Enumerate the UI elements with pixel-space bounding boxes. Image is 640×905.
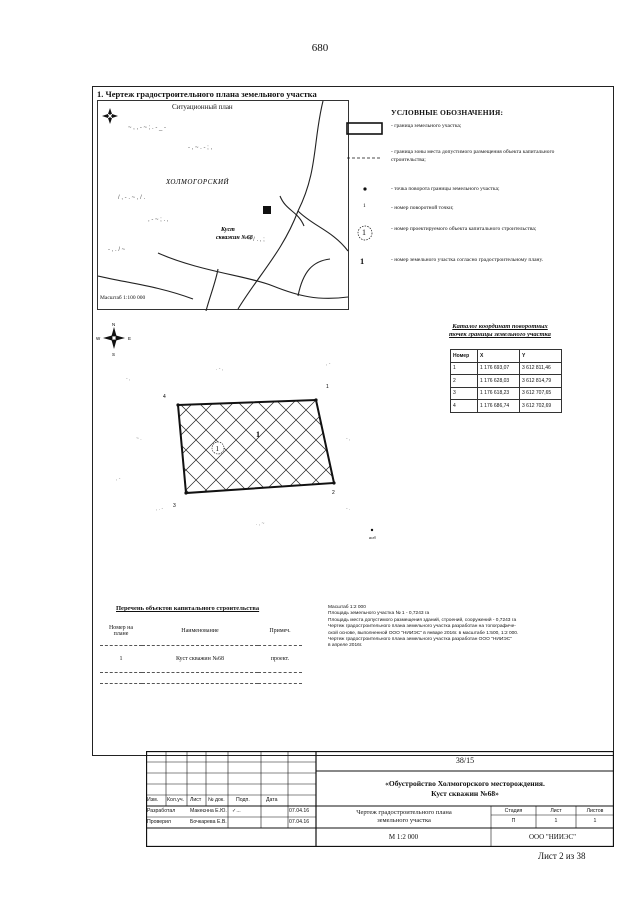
person-name: Бочкарева Е.В. — [190, 819, 227, 825]
col-header: Дата — [266, 796, 278, 803]
cell-y: 3 612 814,79 — [520, 375, 562, 388]
marker-point — [371, 529, 373, 531]
table-row — [100, 646, 302, 673]
cell-number: 3 — [451, 387, 478, 400]
compass-w: W — [96, 336, 101, 341]
legend-item: - граница земельного участка; — [391, 123, 462, 129]
turn-point — [314, 398, 317, 401]
column-header: Y — [520, 350, 562, 363]
sign-date: 07.04.16 — [289, 819, 310, 825]
svg-text:, -: , - — [116, 476, 121, 482]
svg-text:~ .: ~ . — [136, 436, 142, 442]
stamp-scale: М 1:2 000 — [388, 833, 419, 841]
note-line: Площадь места допустимого размещения зданий, строений, сооружений - 0,7243 га — [328, 617, 517, 623]
road-line — [158, 253, 348, 298]
catalog-title — [400, 323, 600, 339]
object-number-glyph: 1 — [362, 228, 366, 237]
situation-plan — [97, 100, 349, 310]
cell-number: 1 — [100, 646, 142, 673]
sheet-header: Лист — [550, 808, 562, 814]
table-row — [451, 375, 562, 388]
stamp-project — [316, 779, 614, 799]
project-line: Куст скважин №68» — [431, 789, 499, 798]
road-line — [280, 196, 304, 226]
svg-text:- , . / ~: - , . / ~ — [108, 247, 126, 253]
point-label: 1 — [326, 384, 329, 390]
col-header: № док. — [208, 796, 225, 803]
catalog-title-line1: Каталог координат поворотных — [452, 323, 548, 330]
column-header: Наименование — [142, 617, 258, 646]
catalog-title-line2: точек границы земельного участка — [449, 331, 551, 338]
cell-y: 3 612 702,69 — [520, 400, 562, 413]
compass-n: N — [112, 322, 116, 327]
note-line: Чертеж градостроительного плана земельного участка разработан на топографиче- — [328, 624, 516, 630]
stage-header: Стадия — [504, 808, 523, 814]
column-header: Номер — [451, 350, 478, 363]
parcel-boundary — [178, 400, 334, 493]
column-header: X — [478, 350, 520, 363]
table-row — [451, 400, 562, 413]
road-line — [238, 101, 323, 309]
person-name: Макеєнна Е.Ю. — [190, 808, 227, 814]
legend-item: - граница зоны места допустимого размещения объекта капитального строительства; — [391, 149, 555, 163]
cell-x: 1 176 686,74 — [478, 400, 520, 413]
point-label: 3 — [173, 503, 176, 509]
legend-item: - номер земельного участка согласно градостроительному плану. — [391, 257, 544, 263]
turn-point — [176, 403, 179, 406]
col-header: Кол.уч. — [167, 796, 184, 803]
coordinates-table — [450, 349, 562, 413]
svg-text:. , ~: . , ~ — [256, 521, 265, 527]
svg-text:, . -: , . - — [156, 506, 164, 512]
table-header-row — [100, 617, 302, 646]
note-line: Площадь земельного участка № 1 - 0,7243 га — [328, 611, 430, 617]
svg-text:- ,: - , — [346, 436, 351, 442]
svg-text:~ , , - ~ ; . - _ -: ~ , , - ~ ; . - _ - — [128, 125, 167, 131]
cell-y: 3 612 707,65 — [520, 387, 562, 400]
drawing-title: 1. Чертеж градостроительного плана земельного участка — [97, 89, 317, 99]
project-line: «Обустройство Холмогорского месторождения. — [385, 779, 545, 788]
svg-text:, -: , - — [326, 361, 331, 367]
road-line — [298, 211, 348, 251]
parcel-plan — [96, 340, 396, 560]
turn-point — [332, 481, 335, 484]
svg-text:/ , - . ~ , / .: / , - . ~ , / . — [118, 195, 146, 201]
turn-point — [184, 491, 187, 494]
turn-point-number-symbol: 1 — [363, 203, 366, 209]
svg-text:~ / . , ;: ~ / . , ; — [248, 237, 265, 243]
place-label: ХОЛМОГОРСКИЙ — [166, 178, 230, 186]
note-line: Масштаб 1:2 000 — [328, 605, 366, 610]
svg-text:- ,: - , — [126, 376, 131, 382]
col-header: Подп. — [236, 796, 250, 803]
stamp-org: ООО "НИИЭС" — [528, 833, 577, 841]
sign-date: 07.04.16 — [289, 808, 310, 814]
cell-note: проект. — [258, 646, 302, 673]
cell-x: 1 176 618,23 — [478, 387, 520, 400]
parcel-number: 1 — [256, 430, 260, 439]
legend-item: - номер поворотной точки; — [391, 205, 454, 211]
road-line — [206, 269, 218, 311]
notes-block — [328, 605, 608, 650]
marker-text: аоб — [369, 535, 376, 540]
point-label: 4 — [163, 394, 166, 400]
legend-heading: УСЛОВНЫЕ ОБОЗНАЧЕНИЯ: — [391, 108, 504, 117]
road-line — [298, 259, 330, 296]
svg-text:- , ~ . - ; ,: - , ~ . - ; , — [188, 145, 213, 151]
objects-table — [100, 617, 302, 684]
role-label: Проверил — [147, 819, 171, 825]
table-header-row — [451, 350, 562, 363]
parcel-number-symbol: 1 — [360, 256, 365, 266]
compass-s: S — [112, 352, 116, 357]
svg-text:- .: - . — [346, 506, 351, 512]
compass-icon — [102, 108, 118, 124]
sheets-value: 1 — [593, 818, 597, 824]
column-header: Примеч. — [258, 617, 302, 646]
col-header: Лист — [190, 796, 202, 803]
sheets-header: Листов — [586, 808, 604, 814]
turn-point-symbol — [363, 187, 366, 190]
parcel-boundary-symbol — [347, 123, 382, 134]
compass-e: E — [128, 336, 132, 341]
cell-number: 1 — [451, 362, 478, 375]
svg-text:, - ~ ; . ,: , - ~ ; . , — [148, 217, 169, 223]
cell-x: 1 176 693,07 — [478, 362, 520, 375]
situation-map — [98, 101, 350, 311]
legend-item: - точка поворота границы земельного участка; — [391, 186, 500, 192]
stamp-code: 38/15 — [455, 756, 475, 765]
site-label-1: Куст — [221, 227, 235, 233]
point-label: 2 — [332, 490, 335, 496]
stage-value: П — [511, 818, 516, 824]
sheet-counter: Лист 2 из 38 — [538, 851, 586, 861]
drawing-name — [318, 809, 490, 825]
cell-number: 2 — [451, 375, 478, 388]
object-number: 1 — [215, 445, 219, 453]
site-marker — [263, 206, 271, 214]
drawing-name-line: земельного участка — [377, 817, 431, 824]
cell-name: Куст скважин №68 — [142, 646, 258, 673]
table-row — [451, 387, 562, 400]
signature: ✓... — [232, 808, 241, 814]
table-row — [451, 362, 562, 375]
note-line: ской основе, выполненной ООО "НИИЭС" в январе 2016г. в масштабе 1:500, 1:2 000. — [328, 630, 519, 636]
topo-scatter — [116, 361, 350, 527]
parcel-hatch — [96, 340, 396, 560]
legend-item: - номер проектируемого объекта капитального строительства; — [391, 226, 537, 232]
site-label-2: скважин №68 — [216, 235, 253, 241]
note-line: Чертеж градостроительного плана земельного участка разработан ООО "НИИЭС" — [328, 637, 512, 643]
col-header: Изм. — [147, 796, 159, 803]
svg-text:. - ,: . - , — [216, 366, 224, 372]
legend-symbols — [345, 118, 387, 278]
cell-y: 3 612 811,46 — [520, 362, 562, 375]
cell-x: 1 176 628,03 — [478, 375, 520, 388]
note-line: в апреле 2016г. — [328, 643, 363, 649]
situation-label: Ситуационный план — [172, 103, 233, 111]
drawing-name-line: Чертеж градостроительного плана — [356, 809, 452, 816]
title-block — [146, 751, 614, 847]
column-header: Номер на плане — [100, 617, 142, 646]
page-number: 680 — [311, 42, 329, 54]
sheet-value: 1 — [554, 818, 558, 824]
role-label: Разработал — [147, 808, 176, 814]
cell-number: 4 — [451, 400, 478, 413]
situation-scale: Масштаб 1:100 000 — [100, 295, 146, 301]
objects-title: Перечень объектов капитального строительства — [116, 605, 260, 612]
